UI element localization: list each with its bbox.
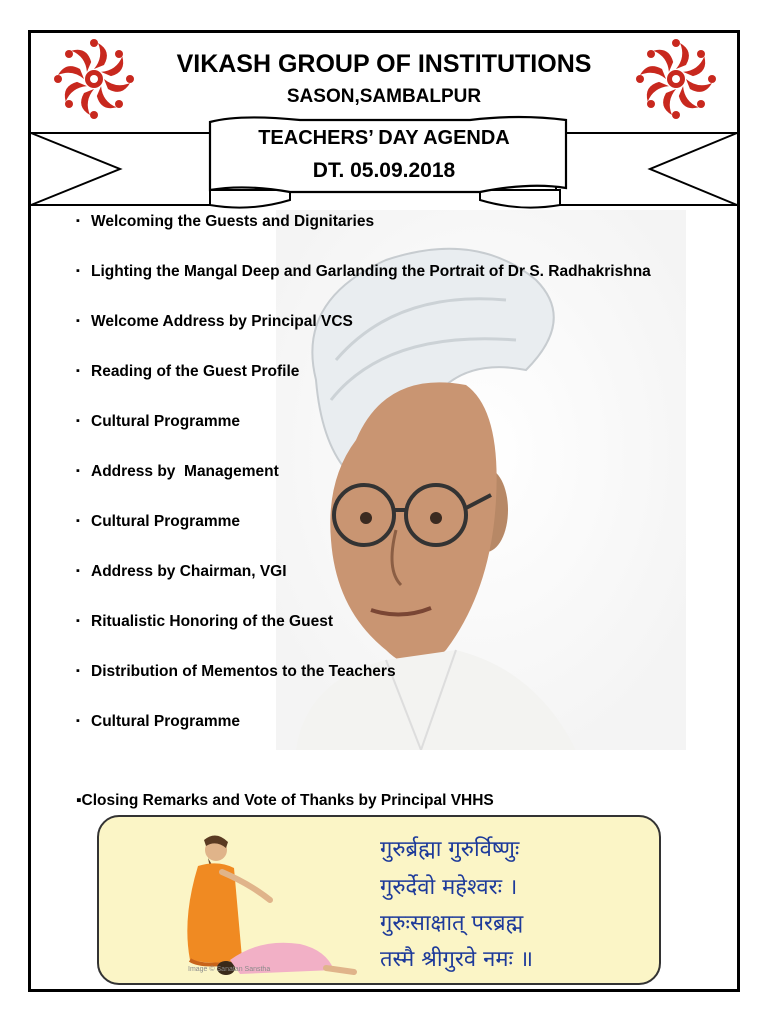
image-credit: Image © Sanatan Sanstha [188, 966, 271, 973]
list-item [76, 362, 676, 381]
bullet-icon: ▪ [76, 415, 80, 427]
bullet-icon: ▪ [76, 565, 80, 577]
agenda-list [76, 212, 676, 762]
bullet-icon: ▪ [76, 365, 80, 377]
bullet-icon: ▪ [76, 215, 80, 227]
bullet-icon: ▪ [76, 315, 80, 327]
agenda-item-text: Address by Chairman, VGI [91, 563, 287, 580]
agenda-item-text: Reading of the Guest Profile [91, 363, 300, 380]
agenda-item-text: Welcoming the Guests and Dignitaries [91, 213, 375, 230]
bullet-icon: ▪ [76, 465, 80, 477]
agenda-item-text: Lighting the Mangal Deep and Garlanding the Portrait of Dr S. Radhakrishna [91, 263, 651, 280]
bullet-icon: ▪ [76, 715, 80, 727]
sloka-line-2: गुरुर्देवो महेश्वरः । [380, 875, 518, 900]
institution-location: SASON,SAMBALPUR [286, 86, 482, 107]
bullet-icon: ▪ [76, 615, 80, 627]
list-item [76, 312, 676, 331]
list-item [76, 212, 676, 231]
list-item [76, 462, 676, 481]
guru-disciple-illustration [130, 828, 360, 978]
closing-remarks: ▪Closing Remarks and Vote of Thanks by Principal VHHS [76, 792, 494, 809]
bullet-icon: ▪ [76, 265, 80, 277]
list-item [76, 612, 676, 631]
institution-title: VIKASH GROUP OF INSTITUTIONS [176, 50, 592, 78]
agenda-item-text: Cultural Programme [91, 713, 241, 730]
list-item [76, 662, 676, 681]
list-item [76, 412, 676, 431]
bullet-icon: ▪ [76, 665, 80, 677]
agenda-item-text: Distribution of Mementos to the Teachers [91, 663, 396, 680]
agenda-item-text: Cultural Programme [91, 413, 241, 430]
agenda-date: DT. 05.09.2018 [312, 159, 456, 182]
list-item [76, 262, 676, 281]
list-item [76, 512, 676, 531]
list-item [76, 562, 676, 581]
agenda-item-text: Cultural Programme [91, 513, 241, 530]
sloka-line-3: गुरुःसाक्षात् परब्रह्म [380, 911, 524, 936]
agenda-title: TEACHERS’ DAY AGENDA [258, 127, 510, 149]
agenda-item-text: Welcome Address by Principal VCS [91, 313, 353, 330]
bullet-icon: ▪ [76, 515, 80, 527]
list-item [76, 712, 676, 731]
agenda-item-text: Ritualistic Honoring of the Guest [91, 613, 333, 630]
sloka-line-4: तस्मै श्रीगुरवे नमः ॥ [380, 947, 534, 972]
sloka-line-1: गुरुर्ब्रह्मा गुरुर्विष्णुः [380, 837, 520, 862]
agenda-item-text: Address by Management [91, 463, 279, 480]
